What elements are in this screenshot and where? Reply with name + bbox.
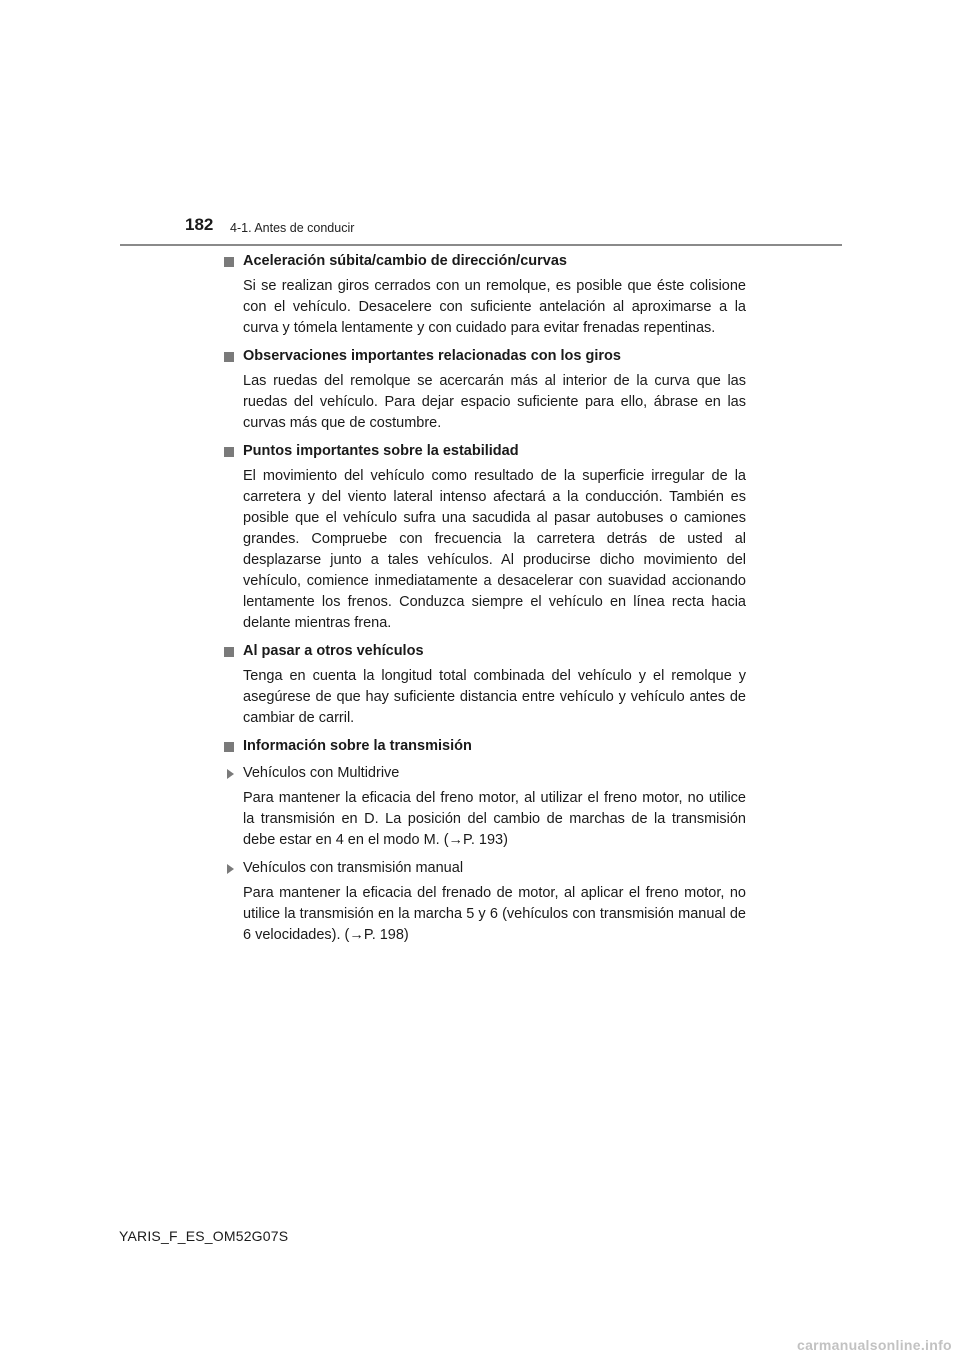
section-paragraph: Si se realizan giros cerrados con un remolque, es posible que éste colisione con el vehículo. Desacelere con suficiente antelación al aproximarse a la curva y tómela lentamente y con cuidado para evitar frenadas repentinas. xyxy=(243,278,746,336)
subsection-heading xyxy=(224,858,746,879)
section-header: 4-1. Antes de conducir xyxy=(230,221,355,235)
header-divider xyxy=(120,244,842,246)
square-bullet-icon xyxy=(224,257,234,267)
square-bullet-icon xyxy=(224,447,234,457)
square-bullet-icon xyxy=(224,352,234,362)
section-paragraph: Tenga en cuenta la longitud total combinada del vehículo y el remolque y asegúrese de que hay suficiente distancia entre vehículo y vehículo antes de cambiar de carril. xyxy=(243,668,746,726)
page-number: 182 xyxy=(185,215,214,234)
subsection-heading xyxy=(224,763,746,784)
square-bullet-icon xyxy=(224,647,234,657)
section-title: Información sobre la transmisión xyxy=(243,738,472,754)
section-title: Al pasar a otros vehículos xyxy=(243,643,424,659)
watermark: carmanualsonline.info xyxy=(797,1337,952,1353)
section-title: Puntos importantes sobre la estabilidad xyxy=(243,443,519,459)
section-paragraph: Las ruedas del remolque se acercarán más al interior de la curva que las ruedas del vehículo. Para dejar espacio suficiente para ello, ábrase en las curvas más que de costumbre. xyxy=(243,373,746,431)
document-code: YARIS_F_ES_OM52G07S xyxy=(119,1228,289,1244)
section-paragraph: El movimiento del vehículo como resultado de la superficie irregular de la carretera y del viento lateral intenso afectará a la conducción. También es posible que el vehículo sufra una sacudida al pasar autobuses o camiones grandes. Compruebe con frecuencia la carretera detrás de usted al desplazarse junto a tales vehículos. Al producirse dicho movimiento del vehículo, comience inmediatamente a desacelerar con suavidad accionando lentamente los frenos. Conduzca siempre el vehículo en línea recta hacia delante mientras frena. xyxy=(243,468,746,631)
subsection-title: Vehículos con transmisión manual xyxy=(243,860,464,876)
page-content xyxy=(224,251,746,953)
section-heading xyxy=(224,346,746,367)
subsection-title: Vehículos con Multidrive xyxy=(243,765,400,781)
square-bullet-icon xyxy=(224,742,234,752)
section-heading xyxy=(224,441,746,462)
section-title: Observaciones importantes relacionadas con los giros xyxy=(243,348,621,364)
triangle-bullet-icon xyxy=(227,864,234,874)
subsection-paragraph: Para mantener la eficacia del freno motor, al utilizar el freno motor, no utilice la transmisión en D. La posición del cambio de marchas de la transmisión debe estar en 4 en el modo M. (→P. 193) xyxy=(243,790,746,848)
triangle-bullet-icon xyxy=(227,769,234,779)
section-heading xyxy=(224,736,746,757)
section-heading xyxy=(224,251,746,272)
subsection-paragraph: Para mantener la eficacia del frenado de motor, al aplicar el freno motor, no utilice la transmisión en la marcha 5 y 6 (vehículos con transmisión manual de 6 velocidades). (→P. 198) xyxy=(243,885,746,943)
section-heading xyxy=(224,641,746,662)
section-title: Aceleración súbita/cambio de dirección/curvas xyxy=(243,253,567,269)
